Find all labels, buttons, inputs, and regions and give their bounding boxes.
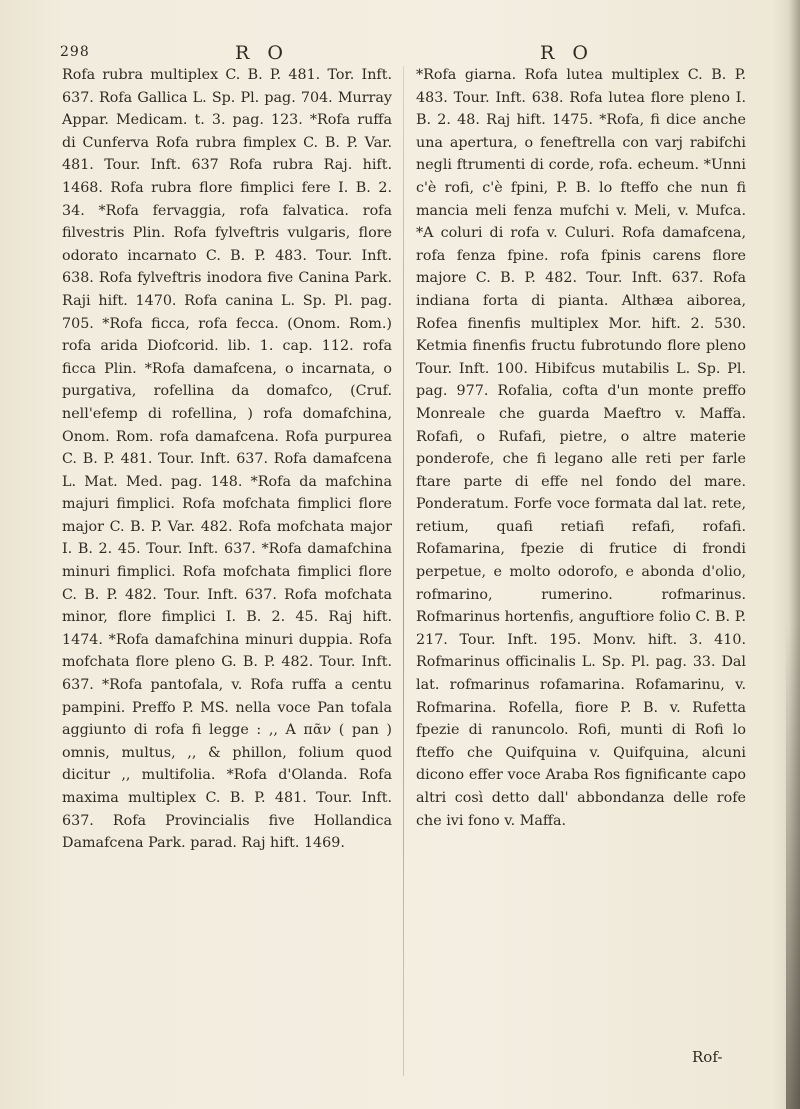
right-column [416, 64, 746, 832]
page-number: 298 [60, 44, 90, 60]
column-divider [403, 66, 404, 1076]
catchword: Rof- [692, 1048, 723, 1066]
left-column [62, 64, 392, 855]
page-edge-dark [786, 620, 800, 1109]
running-head-left: R O [235, 42, 289, 64]
running-head-right: R O [540, 42, 594, 64]
right-column-text: *Rofa giarna. Rofa lutea multiplex C. B. P. 483. Tour. Inft. 638. Rofa lutea flore pleno I. B. 2. 48. Raj hift. 1475. *Rofa, fi dice anche una apertura, o feneftrella con varj rabifchi negli ftrumenti di corde, rofa. echeum. *Unni c'è rofi, c'è fpini, P. B. lo fteffo che nun fi mancia meli fenza mufchi v. Meli, v. Mufca. *A coluri di rofa v. Culuri. Rofa damafcena, rofa fenza fpine. rofa fpinis carens flore majore C. B. P. 482. Tour. Inft. 637. Rofa indiana forta di pianta. Althæa aiborea, Rofea finenfis multiplex Mor. hift. 2. 530. Ketmia finenfis fructu fubrotundo flore pleno Tour. Inft. 100. Hibifcus mutabilis L. Sp. Pl. pag. 977. Rofalia, cofta d'un monte preffo Monreale che guarda Maeftro v. Maffa. Rofafi, o Rufafi, pietre, o altre materie ponderofe, che fi legano alle reti per farle ftare parte di effe nel fondo del mare. Ponderatum. Forfe voce formata dal lat. rete, retium, quafi retiafi refafi, rofafi. Rofamarina, fpezie di frutice di frondi perpetue, e molto odorofo, e abonda d'olio, rofmarino, rumerino. rofmarinus. Rofmarinus hortenfis, anguftiore folio C. B. P. 217. Tour. Inft. 195. Monv. hift. 3. 410. Rofmarinus officinalis L. Sp. Pl. pag. 33. Dal lat. rofmarinus rofamarina. Rofamarinu, v. Rofmarina. Rofella, fiore P. B. v. Rufetta fpezie di ranuncolo. Rofi, munti di Rofi lo fteffo che Quifquina v. Quifquina, alcuni dicono effer voce Araba Ros fignificante capo altri così detto dall' abbondanza delle rofe che ivi fono v. Maffa. [416, 67, 746, 829]
left-column-text: Rofa rubra multiplex C. B. P. 481. Tor. Inft. 637. Rofa Gallica L. Sp. Pl. pag. 704. Murray Appar. Medicam. t. 3. pag. 123. *Rofa ruffa di Cunferva Rofa rubra fimplex C. B. P. Var. 481. Tour. Inft. 637 Rofa rubra Raj. hift. 1468. Rofa rubra flore fimplici fere I. B. 2. 34. *Rofa fervaggia, rofa falvatica. rofa filvestris Plin. Rofa fylveftris vulgaris, flore odorato incarnato C. B. P. 483. Tour. Inft. 638. Rofa fylveftris inodora five Canina Park. Raji hift. 1470. Rofa canina L. Sp. Pl. pag. 705. *Rofa ficca, rofa fecca. (Onom. Rom.) rofa arida Diofcorid. lib. 1. cap. 112. rofa ficca Plin. *Rofa damafcena, o incarnata, o purgativa, rofellina da domafco, (Cruf. nell'efemp di rofellina, ) rofa domafchina, Onom. Rom. rofa damafcena. Rofa purpurea C. B. P. 481. Tour. Inft. 637. Rofa damafcena L. Mat. Med. pag. 148. *Rofa da mafchina majuri fimplici. Rofa mofchata fimplici flore major C. B. P. Var. 482. Rofa mofchata major I. B. 2. 45. Tour. Inft. 637. *Rofa damafchina minuri fimplici. Rofa mofchata fimplici flore C. B. P. 482. Tour. Inft. 637. Rofa mofchata minor, flore fimplici I. B. 2. 45. Raj hift. 1474. *Rofa damafchina minuri duppia. Rofa mofchata flore pleno G. B. P. 482. Tour. Inft. 637. *Rofa pantofala, v. Rofa ruffa a centu pampini. Preffo P. MS. nella voce Pan tofala aggiunto di rofa fi legge : ,, A πᾶν ( pan ) omnis, multus, ,, & phillon, folium quod dicitur ,, multifolia. *Rofa d'Olanda. Rofa maxima multiplex C. B. P. 481. Tour. Inft. 637. Rofa Provincialis five Hollandica Damafcena Park. parad. Raj hift. 1469. [62, 67, 392, 852]
